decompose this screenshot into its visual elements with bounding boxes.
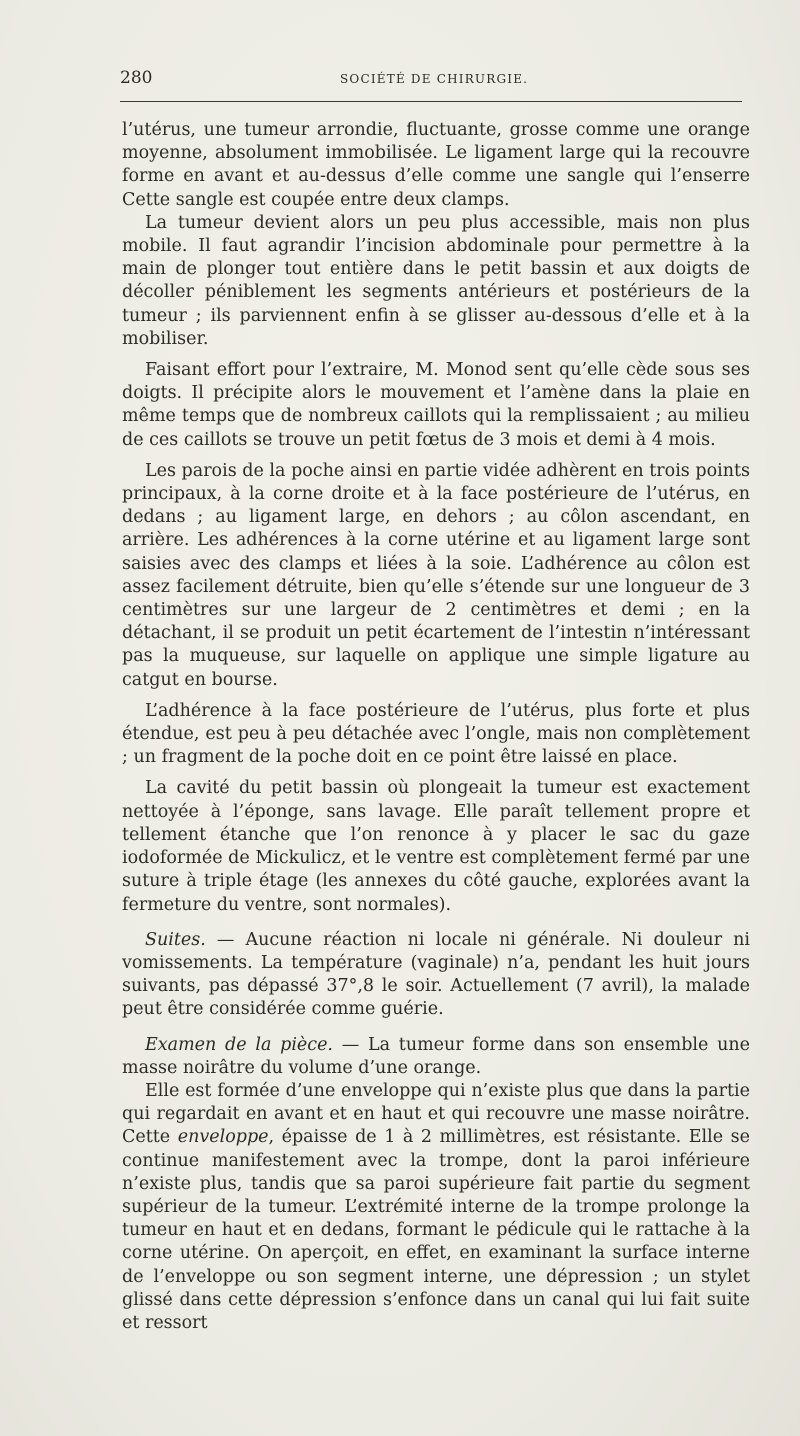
header-rule [120,101,742,102]
paragraph: L’adhérence à la face postérieure de l’utérus, plus forte et plus étendue, est peu à peu détachée avec l’ongle, mais non complètement ; un fragment de la poche doit en ce point être laissé en place. [122,700,750,768]
italic-heading: Suites. [145,929,206,950]
paragraph: l’utérus, une tumeur arrondie, fluctuante, grosse comme une orange moyenne, absolument immobilisée. Le ligament large qui la recouvre forme en avant et au-dessus d’elle comme une sangle qui l’enserre Cette sangle est coupée entre deux clamps. [122,120,750,210]
paragraph-examen [122,1034,750,1080]
paragraph-text: — La tumeur forme dans son ensemble une masse noirâtre du volume d’une orange. [122,1034,751,1078]
running-head: SOCIÉTÉ DE CHIRURGIE. [340,72,529,86]
body-text [122,119,750,1335]
paragraph: Les parois de la poche ainsi en partie vidée adhèrent en trois points principaux, à la corne droite et à la face postérieure de l’utérus, en dedans ; au ligament large, en dehors ; au côlon ascendant, en arrière. Les adhérences à la corne utérine et au ligament large sont saisies avec des clamps et liées à la soie. L’adhérence au côlon est assez facilement détruite, bien qu’elle s’étende sur une longueur de 3 centimètres sur une largeur de 2 centimètres et demi ; en la détachant, il se produit un petit écartement de l’intestin n’intéressant pas la muqueuse, sur laquelle on applique une simple ligature au catgut en bourse. [122,460,750,690]
paragraph: La cavité du petit bassin où plongeait la tumeur est exactement nettoyée à l’éponge, sans lavage. Elle paraît tellement propre et tellement étanche que l’on renonce à y placer le sac du gaze iodoformée de Mickulicz, et le ventre est complètement fermé par une suture à triple étage (les annexes du côté gauche, explorées avant la fermeture du ventre, sont normales). [122,778,750,915]
paragraph-text: — Aucune réaction ni locale ni générale. Ni douleur ni vomissements. La température (vaginale) n’a, pendant les huit jours suivants, pas dépassé 37°,8 le soir. Actuellement (7 avril), la malade peut être considérée comme guérie. [122,929,750,1020]
italic-heading: Examen de la pièce. [145,1034,333,1055]
page-header [120,66,740,96]
paragraph: Faisant effort pour l’extraire, M. Monod sent qu’elle cède sous ses doigts. Il précipite alors le mouvement et l’amène dans la plaie en même temps que de nombreux caillots qui la remplissaient ; au milieu de ces caillots se trouve un petit fœtus de 3 mois et demi à 4 mois. [122,360,750,450]
page-number: 280 [120,68,153,88]
paragraph-suites [122,929,750,1022]
paragraph: La tumeur devient alors un peu plus accessible, mais non plus mobile. Il faut agrandir l’incision abdominale pour permettre à la main de plonger tout entière dans le petit bassin et aux doigts de décoller péniblement les segments antérieurs et postérieurs de la tumeur ; ils parviennent enfin à se glisser au-dessous d’elle et à la mobiliser. [122,212,750,349]
italic-term: enveloppe [177,1127,269,1148]
paragraph-enveloppe [122,1080,750,1335]
paragraph-text: , épaisse de 1 à 2 millimètres, est résistante. Elle se continue manifestement avec la trompe, dont la paroi inférieure n’existe plus, tandis que sa paroi supérieure fait partie du segment supérieur de la tumeur. L’extrémité interne de la trompe prolonge la tumeur en haut et en dedans, formant le pédicule qui le rattache à la corne utérine. On aperçoit, en effet, en examinant la surface interne de l’enveloppe ou son segment interne, une dépression ; un stylet glissé dans cette dépression s’enfonce dans un canal qui lui fait suite et ressort [122,1127,751,1333]
paragraph-text: Elle est formée d’une enveloppe qui n’existe plus que dans la partie qui regardait en avant et en haut et qui recouvre une masse noirâtre. Cette [122,1080,750,1148]
